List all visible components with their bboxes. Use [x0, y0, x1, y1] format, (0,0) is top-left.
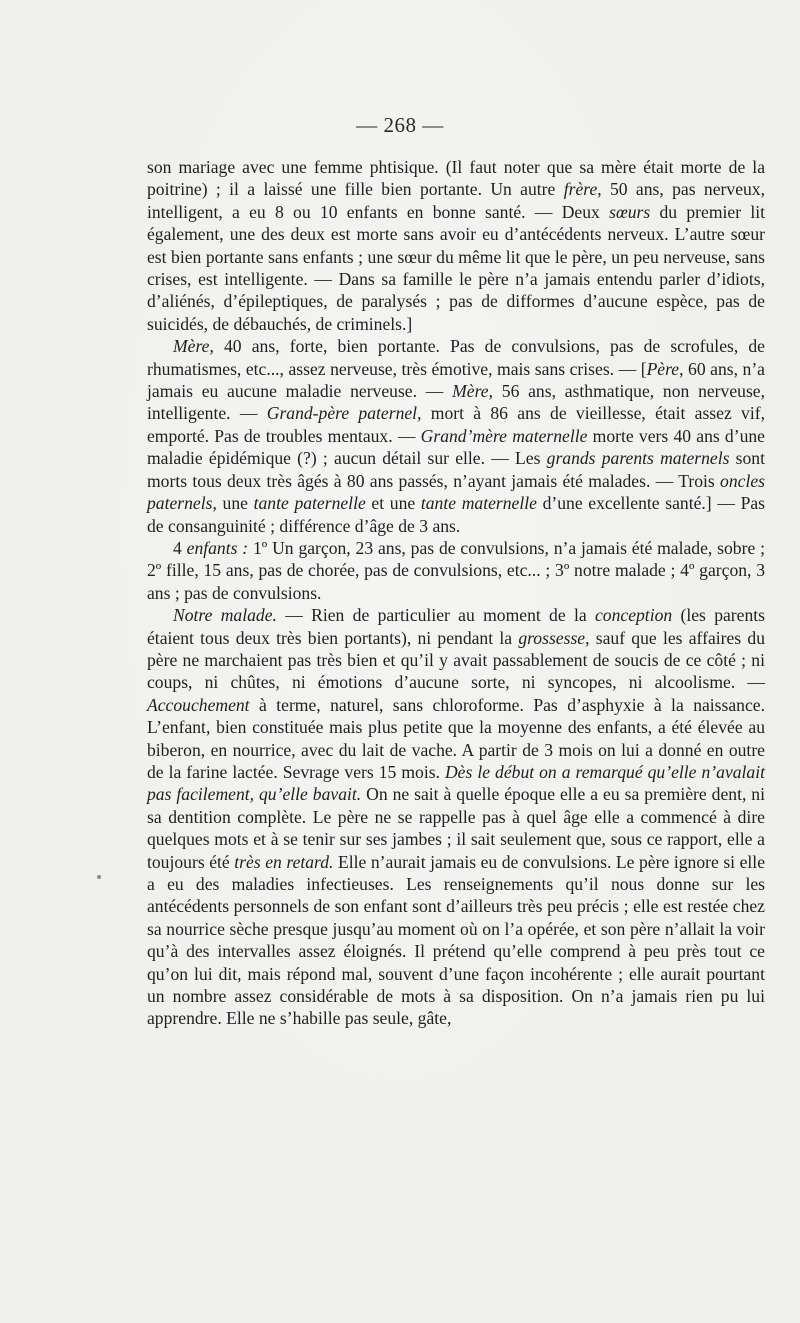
text-run: son mariage avec une femme phtisique. (Il faut noter que sa mère était morte de la poitrine) ; il a laissé une fille bien portante. Un autre	[147, 157, 765, 200]
text-run: — Rien de particulier au moment de la	[276, 605, 595, 626]
italic-text: Mère	[173, 336, 210, 357]
italic-text: grands parents maternels	[546, 448, 730, 469]
text-run: et une	[365, 493, 421, 514]
italic-text: très en retard.	[234, 851, 334, 872]
italic-text: frère	[563, 179, 598, 200]
italic-text: Accouchement	[147, 694, 250, 715]
italic-text: tante paternelle	[253, 493, 366, 514]
text-run: , 56 ans, asthmatique, non nerveuse, intelligente. —	[147, 381, 765, 424]
text-run: morte vers 40 ans d’une maladie épidémique (?) ; aucun détail sur elle. — Les	[147, 425, 765, 469]
italic-text: grossesse	[518, 627, 586, 648]
text-run: , 50 ans, pas nerveux, intelligent, a eu 8 ou 10 enfants en bonne santé. — Deux	[147, 179, 765, 222]
page-number: — 268 —	[356, 113, 444, 137]
text-run: Elle n’aurait jamais eu de convulsions. Le père ignore si elle a eu des maladies infectieuses. Les renseignements qu’il nous donne sur les antécédents personnels de son enfant sont d’ailleurs très peu précis ; elle est restée chez sa nourrice sèche presque jusqu’au moment où on l’a opérée, et son père n’allait la voir qu’à des intervalles assez éloignés. Il prétend qu’elle comprend à peu près tout ce qu’on lui dit, mais répond mal, souvent d’une façon incohérente ; elle aurait pourtant un nombre assez considérable de mots à sa disposition. On n’a jamais rien pu lui apprendre. Elle ne s’habille pas seule, gâte,	[147, 851, 766, 1029]
text-run: d’une excellente santé.] — Pas de consanguinité ; différence d’âge de 3 ans.	[147, 493, 766, 536]
italic-text: Mère	[452, 381, 489, 402]
italic-text: conception	[594, 605, 673, 626]
text-run: du premier lit également, une des deux est morte sans avoir eu d’antécédents nerveux. L’autre sœur est bien portante sans enfants ; une sœur du même lit que le père, un peu nerveuse, sans crises, est intelligente. — Dans sa famille le père n’a jamais entendu parler d’idiots, d’aliénés, d’épileptiques, de paralysés ; pas de difformes d’aucune espèce, pas de suicidés, de débauchés, de criminels.]	[147, 201, 765, 334]
text-run: 4	[173, 537, 187, 558]
text-run: (les parents étaient tous deux très bien portants), ni pendant la	[147, 605, 765, 648]
text-run: sont morts tous deux très âgés à 80 ans passés, n’ayant jamais été malades. — Trois	[147, 448, 765, 491]
text-run: , 40 ans, forte, bien portante. Pas de convulsions, pas de scrofules, de rhumatismes, etc..., assez nerveuse, très émotive, mais sans crises. — [	[147, 336, 765, 379]
text-run: , une	[212, 493, 254, 514]
paragraph	[147, 537, 765, 604]
text-run: à terme, naturel, sans chloroforme. Pas d’asphyxie à la naissance. L’enfant, bien constituée mais plus petite que la moyenne des enfants, a été élevée au biberon, en nourrice, avec du lait de vache. A partir de 3 mois on lui a donné en outre de la farine lactée. Sevrage vers 15 mois.	[147, 694, 765, 782]
paragraph	[147, 335, 765, 537]
italic-text: Père	[646, 358, 680, 379]
italic-text: oncles paternels	[147, 470, 765, 514]
italic-text: Grand-père paternel	[266, 403, 418, 424]
text-run: , 60 ans, n’a jamais eu aucune maladie nerveuse. —	[147, 358, 765, 402]
text-run: On ne sait à quelle époque elle a eu sa première dent, ni sa dentition complète. Le père ne se rappelle pas à quel âge elle a commencé à dire quelques mots et à se tenir sur ses jambes ; il sait seulement que, sous ce rapport, elle a toujours été	[147, 784, 765, 872]
body-text	[147, 156, 765, 1030]
text-run: , mort à 86 ans de vieillesse, était assez vif, emporté. Pas de troubles mentaux. —	[147, 403, 766, 446]
paragraph	[147, 156, 765, 335]
italic-text: Dès le début on a remarqué qu’elle n’avalait pas facilement, qu’elle bavait.	[147, 761, 766, 805]
paragraph	[147, 604, 765, 1030]
text-run: , sauf que les affaires du père ne marchaient pas très bien et qu’il y avait passablement de soucis de ce côté ; ni coups, ni chûtes, ni émotions d’aucune sorte, ni syncopes, ni alcoolisme. —	[147, 627, 765, 693]
italic-text: sœurs	[609, 201, 651, 222]
text-run: 1º Un garçon, 23 ans, pas de convulsions, n’a jamais été malade, sobre ; 2º fille, 15 ans, pas de chorée, pas de convulsions, etc... ; 3º notre malade ; 4º garçon, 3 ans ; pas de convulsions.	[147, 537, 765, 603]
margin-mark	[97, 875, 101, 879]
italic-text: Notre malade.	[173, 605, 277, 626]
italic-text: tante maternelle	[420, 493, 537, 514]
italic-text: enfants :	[186, 537, 249, 558]
italic-text: Grand’mère maternelle	[420, 425, 588, 446]
